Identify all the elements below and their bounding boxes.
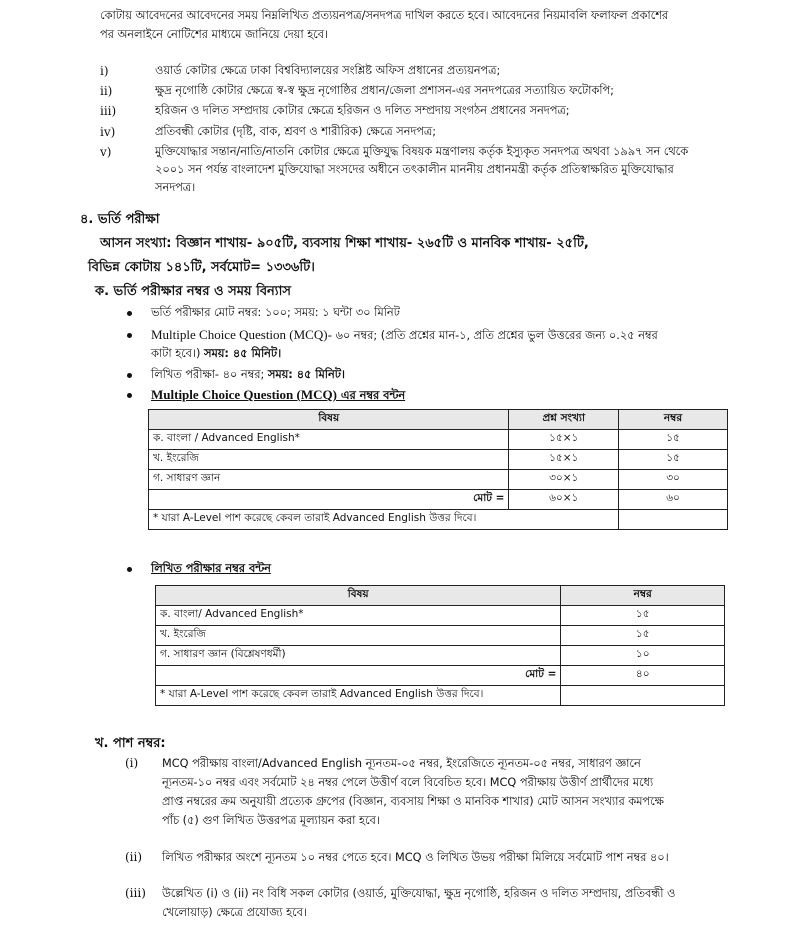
bullet-dot bbox=[127, 567, 132, 572]
cell-marks: ১৫ bbox=[561, 626, 725, 646]
cell-subject: গ. সাধারণ জ্ঞান bbox=[149, 470, 509, 490]
table-note-row bbox=[149, 510, 728, 530]
quota-doc-text: ক্ষুদ্র নৃগোষ্ঠি কোটার ক্ষেত্রে স্ব-স্ব ক্ষুদ্র নৃগোষ্ঠির প্রধান/জেলা প্রশাসন-এর সনদপত্রের সত্যায়িত ফটোকপি; bbox=[155, 84, 614, 97]
mcq-label-bn: ৬০ নম্বর; (প্রতি প্রশ্নের মান-১, প্রতি প্রশ্নের ভুল উত্তরের জন্য ০.২৫ নম্বর bbox=[331, 329, 658, 342]
cell-questions: ১৫×১ bbox=[509, 450, 619, 470]
table-note: * যারা A-Level পাশ করেছে কেবল তারাই Advanced English উত্তর দিবে। bbox=[149, 510, 619, 530]
pass-rule-line: ন্যূনতম-১০ নম্বর এবং সর্বমোট ২৪ নম্বর পেলে উত্তীর্ণ বলে বিবেচিত হবে। MCQ পরীক্ষায় উত্তীর্ণ প্রার্থীদের মধ্যে bbox=[162, 776, 654, 789]
written-table bbox=[155, 585, 725, 706]
quota-doc-item bbox=[100, 143, 790, 201]
roman-numeral: ii) bbox=[100, 84, 113, 98]
table-header-row bbox=[156, 586, 725, 606]
table-header-row bbox=[149, 410, 728, 430]
quota-doc-text-3: সনদপত্র। bbox=[155, 181, 196, 194]
pass-rule-line: MCQ পরীক্ষায় বাংলা/Advanced English ন্যূনতম-০৫ নম্বর, ইংরেজিতে ন্যূনতম-০৫ নম্বর, সাধারণ জ্ঞানে bbox=[162, 757, 641, 770]
cell-marks: ৩০ bbox=[619, 470, 728, 490]
mcq-distribution-bn: এর নম্বর বন্টন bbox=[336, 389, 406, 402]
total-marks: ৬০ bbox=[619, 490, 728, 510]
sub-heading-kha: খ. পাশ নম্বর: bbox=[95, 736, 166, 751]
table-total-row bbox=[156, 666, 725, 686]
mcq-distribution-en: Multiple Choice Question (MCQ) bbox=[151, 387, 337, 402]
cell-subject: গ. সাধারণ জ্ঞান (বিশ্লেষণধর্মী) bbox=[156, 646, 561, 666]
pass-rule-line: খেলোয়াড়) ক্ষেত্রে প্রযোজ্য হবে। bbox=[162, 906, 307, 919]
quota-doc-text: প্রতিবন্ধী কোটার (দৃষ্টি, বাক, শ্রবণ ও শারীরিক) ক্ষেত্রে সনদপত্র; bbox=[155, 125, 437, 138]
cell-marks: ১৫ bbox=[561, 606, 725, 626]
quota-doc-text: মুক্তিযোদ্ধার সন্তান/নাতি/নাতনি কোটার ক্ষেত্রে মুক্তিযুদ্ধ বিষয়ক মন্ত্রণালয় কর্তৃক ইস্যুকৃত সনদপত্র অথবা ১৯৯৭ সন থেকে bbox=[155, 145, 689, 158]
table-row bbox=[156, 646, 725, 666]
col-header-subject: বিষয় bbox=[156, 586, 561, 606]
roman-numeral: (ii) bbox=[125, 850, 143, 864]
pass-rule-item bbox=[125, 884, 790, 924]
table-row bbox=[149, 450, 728, 470]
quota-doc-text-2: ২০০১ সন পর্যন্ত বাংলাদেশ মুক্তিযোদ্ধা সংসদের অধীনে তৎকালীন মাননীয় প্রধানমন্ত্রী কর্তৃক প্রতিস্বাক্ষরিত মুক্তিযোদ্ধার bbox=[155, 163, 674, 176]
pass-rule-item bbox=[125, 754, 790, 834]
intro-line-2: পর অনলাইনে নোটিশের মাধ্যমে জানিয়ে দেয়া হবে। bbox=[100, 28, 329, 41]
table-total-row bbox=[149, 490, 728, 510]
col-header-marks: নম্বর bbox=[561, 586, 725, 606]
roman-numeral: (i) bbox=[125, 756, 139, 770]
cell-subject: ক. বাংলা/ Advanced English* bbox=[156, 606, 561, 626]
cell-subject: খ. ইংরেজি bbox=[156, 626, 561, 646]
bullet-dot bbox=[127, 373, 132, 378]
sub-heading-ka: ক. ভর্তি পরীক্ষার নম্বর ও সময় বিন্যাস bbox=[95, 284, 291, 299]
intro-line-1: কোটায় আবেদনের আবেদনের সময় নিম্নলিখিত প্রত্যয়নপত্র/সনদপত্র দাখিল করতে হবে। আবেদনের নিয়মাবলি ফলাফল প্রকাশের bbox=[100, 9, 669, 22]
pass-rule-line: উল্লেখিত (i) ও (ii) নং বিধি সকল কোটার (ওয়ার্ড, মুক্তিযোদ্ধা, ক্ষুদ্র নৃগোষ্ঠি, হরিজন ও দলিত সম্প্রদায়, প্রতিবন্ধী ও bbox=[162, 887, 676, 900]
mcq-label-en: Multiple Choice Question (MCQ)- bbox=[151, 327, 332, 342]
roman-numeral: iii) bbox=[100, 104, 117, 118]
bullet-text: ভর্তি পরীক্ষার মোট নম্বর: ১০০; সময়: ১ ঘন্টা ৩০ মিনিট bbox=[151, 306, 400, 319]
quota-doc-text: ওয়ার্ড কোটার ক্ষেত্রে ঢাকা বিশ্ববিদ্যালয়ের সংশ্লিষ্ট অফিস প্রধানের প্রত্যয়নপত্র; bbox=[155, 64, 501, 77]
written-time: সময়: ৪৫ মিনিট। bbox=[267, 368, 345, 381]
cell-questions: ১৫×১ bbox=[509, 430, 619, 450]
bullet-dot bbox=[127, 311, 132, 316]
pass-rule-line: পাঁচ (৫) গুণ লিখিত উত্তরপত্র মূল্যায়ন করা হবে। bbox=[162, 814, 380, 827]
intro-paragraph bbox=[100, 6, 790, 44]
seat-count-line-2: বিভিন্ন কোটায় ১৪১টি, সর্বমোট= ১৩৩৬টি। bbox=[88, 260, 315, 275]
total-marks: ৪০ bbox=[561, 666, 725, 686]
section-4-title: ৪. ভর্তি পরীক্ষা bbox=[80, 212, 160, 227]
roman-numeral: (iii) bbox=[125, 886, 146, 900]
mcq-deduction: কাটা হবে।) bbox=[151, 347, 205, 360]
mcq-table bbox=[148, 409, 728, 530]
roman-numeral: iv) bbox=[100, 125, 116, 139]
col-header-marks: নম্বর bbox=[619, 410, 728, 430]
table-row bbox=[149, 470, 728, 490]
col-header-subject: বিষয় bbox=[149, 410, 509, 430]
bullet-dot bbox=[127, 333, 132, 338]
written-marks: লিখিত পরীক্ষা- ৪০ নম্বর; bbox=[151, 368, 268, 381]
table-row bbox=[156, 626, 725, 646]
table-row bbox=[156, 606, 725, 626]
cell-subject: খ. ইংরেজি bbox=[149, 450, 509, 470]
cell-marks: ১৫ bbox=[619, 450, 728, 470]
total-label: মোট = bbox=[156, 666, 561, 686]
table-note: * যারা A-Level পাশ করেছে কেবল তারাই Advanced English উত্তর দিবে। bbox=[156, 686, 561, 706]
col-header-questions: প্রশ্ন সংখ্যা bbox=[509, 410, 619, 430]
bullet-dot bbox=[127, 393, 132, 398]
roman-numeral: i) bbox=[100, 64, 109, 78]
cell-subject: ক. বাংলা / Advanced English* bbox=[149, 430, 509, 450]
roman-numeral: v) bbox=[100, 145, 112, 159]
cell-marks: ১০ bbox=[561, 646, 725, 666]
cell-questions: ৩০×১ bbox=[509, 470, 619, 490]
total-label: মোট = bbox=[149, 490, 509, 510]
pass-rule-line: প্রাপ্ত নম্বরের ক্রম অনুযায়ী প্রত্যেক গ্রুপের (বিজ্ঞান, ব্যবসায় শিক্ষা ও মানবিক শাখার) মোট আসন সংখ্যার কমপক্ষে bbox=[162, 795, 664, 808]
seat-count-line-1: আসন সংখ্যা: বিজ্ঞান শাখায়- ৯০৫টি, ব্যবসায় শিক্ষা শাখায়- ২৬৫টি ও মানবিক শাখায়- ২৫টি, bbox=[100, 236, 589, 251]
pass-rule-line: লিখিত পরীক্ষার অংশে ন্যূনতম ১০ নম্বর পেতে হবে। MCQ ও লিখিত উভয় পরীক্ষা মিলিয়ে সর্বমোট পাশ নম্বর ৪০। bbox=[162, 851, 669, 864]
table-row bbox=[149, 430, 728, 450]
cell-marks: ১৫ bbox=[619, 430, 728, 450]
quota-doc-text: হরিজন ও দলিত সম্প্রদায় কোটার ক্ষেত্রে হরিজন ও দলিত সম্প্রদায় সংগঠন প্রধানের সনদপত্র; bbox=[155, 104, 570, 117]
written-distribution-heading: লিখিত পরীক্ষার নম্বর বন্টন bbox=[151, 562, 271, 575]
total-questions: ৬০×১ bbox=[509, 490, 619, 510]
table-note-row bbox=[156, 686, 725, 706]
mcq-time: সময়: ৪৫ মিনিট। bbox=[204, 347, 282, 360]
bullet-item bbox=[127, 326, 787, 364]
